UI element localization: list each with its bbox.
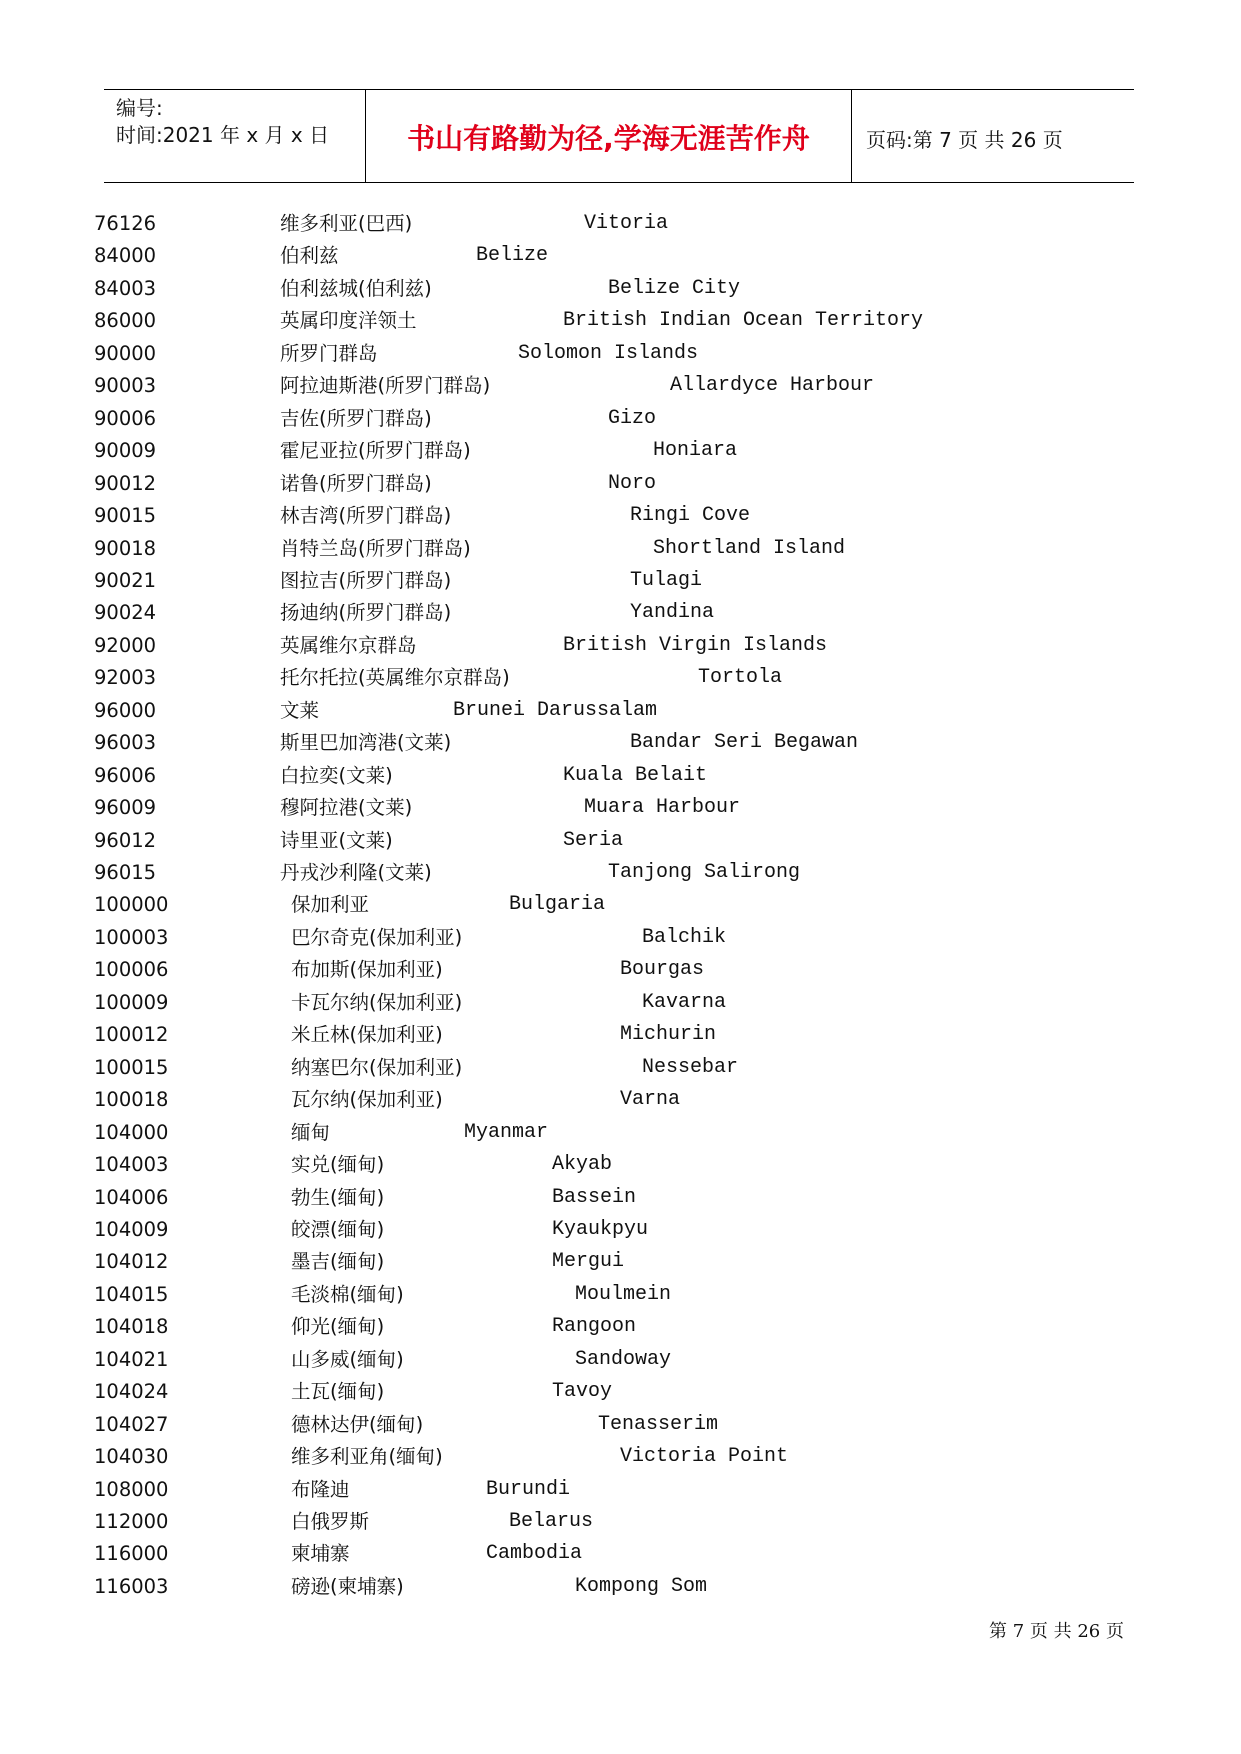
- english-name: Belize City: [608, 276, 741, 300]
- english-name: Mergui: [552, 1250, 625, 1274]
- chinese-name: 实兑(缅甸): [291, 1153, 385, 1177]
- chinese-name: 白俄罗斯: [291, 1510, 370, 1533]
- country-code: 96012: [94, 828, 157, 852]
- chinese-name: 勃生(缅甸): [291, 1185, 385, 1209]
- english-name: Seria: [563, 828, 624, 852]
- list-row: [0, 922, 1241, 954]
- country-code: 76126: [94, 212, 157, 235]
- chinese-name: 维多利亚(巴西): [280, 212, 413, 235]
- country-code: 116000: [94, 1542, 169, 1566]
- list-row: [0, 792, 1241, 824]
- list-row: [0, 857, 1241, 889]
- country-code: 116003: [94, 1574, 169, 1598]
- english-name: Balchik: [642, 925, 727, 949]
- english-name: Burundi: [486, 1477, 571, 1501]
- english-name: Muara Harbour: [584, 796, 741, 820]
- country-code: 100006: [94, 958, 169, 982]
- page-footer: 第 7 页 共 26 页: [989, 1621, 1124, 1642]
- chinese-name: 托尔托拉(英属维尔京群岛): [280, 666, 510, 690]
- country-code: 104012: [94, 1250, 169, 1274]
- list-row: [0, 1376, 1241, 1408]
- country-code: 92000: [94, 633, 157, 657]
- english-name: Bandar Seri Begawan: [630, 731, 859, 755]
- motto-title: 书山有路勤为径,学海无涯苦作舟: [407, 122, 810, 155]
- list-row: [0, 1246, 1241, 1278]
- country-code: 90003: [94, 374, 157, 398]
- chinese-name: 土瓦(缅甸): [291, 1380, 385, 1404]
- chinese-name: 阿拉迪斯港(所罗门群岛): [280, 374, 491, 398]
- english-name: Myanmar: [464, 1120, 549, 1144]
- list-row: [0, 468, 1241, 500]
- page-info: 页码:第 7 页 共 26 页: [866, 128, 1063, 152]
- list-row: [0, 1311, 1241, 1343]
- list-row: [0, 987, 1241, 1019]
- list-row: [0, 500, 1241, 532]
- country-code: 96015: [94, 861, 157, 884]
- chinese-name: 缅甸: [291, 1120, 331, 1144]
- chinese-name: 山多威(缅甸): [291, 1347, 404, 1371]
- list-row: [0, 1084, 1241, 1116]
- chinese-name: 肖特兰岛(所罗门群岛): [280, 536, 471, 560]
- country-code: 100000: [94, 893, 169, 917]
- english-name: Kompong Som: [575, 1574, 708, 1598]
- english-name: Cambodia: [486, 1542, 583, 1566]
- list-row: [0, 1214, 1241, 1246]
- list-row: [0, 1441, 1241, 1473]
- chinese-name: 布隆迪: [291, 1477, 350, 1501]
- english-name: Bulgaria: [509, 893, 606, 917]
- time-label: 时间:2021 年 x 月 x 日: [116, 123, 330, 147]
- chinese-name: 所罗门群岛: [280, 341, 378, 365]
- english-name: Brunei Darussalam: [453, 698, 658, 722]
- list-row: [0, 1182, 1241, 1214]
- english-name: Belize: [476, 244, 549, 268]
- english-name: Shortland Island: [653, 536, 846, 560]
- country-code: 90009: [94, 439, 157, 463]
- chinese-name: 英属印度洋领土: [280, 309, 417, 333]
- list-row: [0, 695, 1241, 727]
- list-row: [0, 1279, 1241, 1311]
- english-name: Allardyce Harbour: [670, 374, 875, 398]
- chinese-name: 穆阿拉港(文莱): [280, 796, 413, 820]
- country-code: 96006: [94, 763, 157, 787]
- english-name: Moulmein: [575, 1282, 672, 1306]
- chinese-name: 毛淡棉(缅甸): [291, 1282, 404, 1306]
- english-name: Noro: [608, 471, 657, 495]
- country-code: 104024: [94, 1380, 169, 1404]
- country-code: 96009: [94, 796, 157, 820]
- list-row: [0, 630, 1241, 662]
- country-code: 84000: [94, 244, 157, 268]
- english-name: Tulagi: [630, 568, 703, 592]
- header-page-cell: [853, 90, 1134, 182]
- list-row: [0, 597, 1241, 629]
- country-code: 86000: [94, 309, 157, 333]
- country-code: 104006: [94, 1185, 169, 1209]
- chinese-name: 吉佐(所罗门群岛): [280, 406, 432, 430]
- english-name: Vitoria: [584, 212, 669, 235]
- country-code: 90015: [94, 504, 157, 528]
- country-code: 104003: [94, 1153, 169, 1177]
- english-name: Tanjong Salirong: [608, 861, 801, 884]
- list-row: [0, 1538, 1241, 1570]
- english-name: Kavarna: [642, 990, 727, 1014]
- chinese-name: 磅逊(柬埔寨): [291, 1574, 404, 1598]
- english-name: Michurin: [620, 1023, 717, 1047]
- chinese-name: 墨吉(缅甸): [291, 1250, 385, 1274]
- list-row: [0, 1474, 1241, 1506]
- header-motto-cell: [366, 90, 852, 182]
- english-name: Gizo: [608, 406, 657, 430]
- chinese-name: 仰光(缅甸): [291, 1315, 385, 1339]
- list-row: [0, 1117, 1241, 1149]
- list-row: [0, 1052, 1241, 1084]
- country-code: 100003: [94, 925, 169, 949]
- chinese-name: 林吉湾(所罗门群岛): [280, 504, 452, 528]
- country-code: 96003: [94, 731, 157, 755]
- chinese-name: 纳塞巴尔(保加利亚): [291, 1055, 463, 1079]
- chinese-name: 伯利兹城(伯利兹): [280, 276, 432, 300]
- country-code: 92003: [94, 666, 157, 690]
- chinese-name: 米丘林(保加利亚): [291, 1023, 443, 1047]
- list-row: [0, 662, 1241, 694]
- country-code: 90021: [94, 568, 157, 592]
- english-name: Tavoy: [552, 1380, 613, 1404]
- country-code: 100018: [94, 1088, 169, 1112]
- list-row: [0, 1019, 1241, 1051]
- country-code: 112000: [94, 1510, 169, 1533]
- english-name: Varna: [620, 1088, 681, 1112]
- english-name: British Indian Ocean Territory: [563, 309, 924, 333]
- list-row: [0, 240, 1241, 272]
- chinese-name: 维多利亚角(缅甸): [291, 1445, 443, 1469]
- english-name: Bourgas: [620, 958, 705, 982]
- chinese-name: 巴尔奇克(保加利亚): [291, 925, 463, 949]
- english-name: Tortola: [698, 666, 783, 690]
- country-code: 90018: [94, 536, 157, 560]
- country-code: 104027: [94, 1412, 169, 1436]
- country-code: 100009: [94, 990, 169, 1014]
- country-code: 104000: [94, 1120, 169, 1144]
- country-code: 90000: [94, 341, 157, 365]
- english-name: British Virgin Islands: [563, 633, 828, 657]
- chinese-name: 保加利亚: [291, 893, 370, 917]
- list-row: [0, 338, 1241, 370]
- country-code: 100012: [94, 1023, 169, 1047]
- country-code: 104021: [94, 1347, 169, 1371]
- chinese-name: 丹戎沙利隆(文莱): [280, 861, 432, 884]
- chinese-name: 柬埔寨: [291, 1542, 350, 1566]
- list-row: [0, 208, 1241, 240]
- document-header: [104, 89, 1134, 183]
- number-label: 编号:: [116, 96, 163, 120]
- english-name: Akyab: [552, 1153, 613, 1177]
- english-name: Ringi Cove: [630, 504, 751, 528]
- chinese-name: 白拉奕(文莱): [280, 763, 393, 787]
- english-name: Nessebar: [642, 1055, 739, 1079]
- country-code: 100015: [94, 1055, 169, 1079]
- english-name: Rangoon: [552, 1315, 637, 1339]
- chinese-name: 德林达伊(缅甸): [291, 1412, 424, 1436]
- chinese-name: 霍尼亚拉(所罗门群岛): [280, 439, 471, 463]
- list-row: [0, 435, 1241, 467]
- chinese-name: 英属维尔京群岛: [280, 633, 417, 657]
- english-name: Honiara: [653, 439, 738, 463]
- country-code: 96000: [94, 698, 157, 722]
- chinese-name: 伯利兹: [280, 244, 339, 268]
- english-name: Kuala Belait: [563, 763, 708, 787]
- english-name: Tenasserim: [598, 1412, 719, 1436]
- chinese-name: 诗里亚(文莱): [280, 828, 393, 852]
- list-row: [0, 1344, 1241, 1376]
- list-row: [0, 305, 1241, 337]
- chinese-name: 斯里巴加湾港(文莱): [280, 731, 452, 755]
- list-row: [0, 565, 1241, 597]
- list-row: [0, 889, 1241, 921]
- country-code: 84003: [94, 276, 157, 300]
- english-name: Sandoway: [575, 1347, 672, 1371]
- chinese-name: 图拉吉(所罗门群岛): [280, 568, 452, 592]
- list-row: [0, 1149, 1241, 1181]
- list-row: [0, 760, 1241, 792]
- list-row: [0, 1571, 1241, 1603]
- list-row: [0, 1506, 1241, 1538]
- list-row: [0, 273, 1241, 305]
- country-code: 90012: [94, 471, 157, 495]
- list-row: [0, 954, 1241, 986]
- list-row: [0, 727, 1241, 759]
- country-code: 90024: [94, 601, 157, 625]
- chinese-name: 文莱: [280, 698, 320, 722]
- english-name: Bassein: [552, 1185, 637, 1209]
- english-name: Solomon Islands: [518, 341, 699, 365]
- chinese-name: 皎漂(缅甸): [291, 1217, 385, 1241]
- chinese-name: 瓦尔纳(保加利亚): [291, 1088, 443, 1112]
- chinese-name: 扬迪纳(所罗门群岛): [280, 601, 452, 625]
- country-code: 108000: [94, 1477, 169, 1501]
- english-name: Belarus: [509, 1510, 594, 1533]
- english-name: Kyaukpyu: [552, 1217, 649, 1241]
- country-code: 104018: [94, 1315, 169, 1339]
- english-name: Yandina: [630, 601, 715, 625]
- english-name: Victoria Point: [620, 1445, 789, 1469]
- chinese-name: 诺鲁(所罗门群岛): [280, 471, 432, 495]
- list-row: [0, 403, 1241, 435]
- chinese-name: 卡瓦尔纳(保加利亚): [291, 990, 463, 1014]
- country-code: 104030: [94, 1445, 169, 1469]
- list-row: [0, 825, 1241, 857]
- list-row: [0, 533, 1241, 565]
- list-row: [0, 370, 1241, 402]
- country-code: 90006: [94, 406, 157, 430]
- list-row: [0, 1409, 1241, 1441]
- country-code: 104015: [94, 1282, 169, 1306]
- country-code: 104009: [94, 1217, 169, 1241]
- header-meta-cell: [104, 90, 366, 182]
- chinese-name: 布加斯(保加利亚): [291, 958, 443, 982]
